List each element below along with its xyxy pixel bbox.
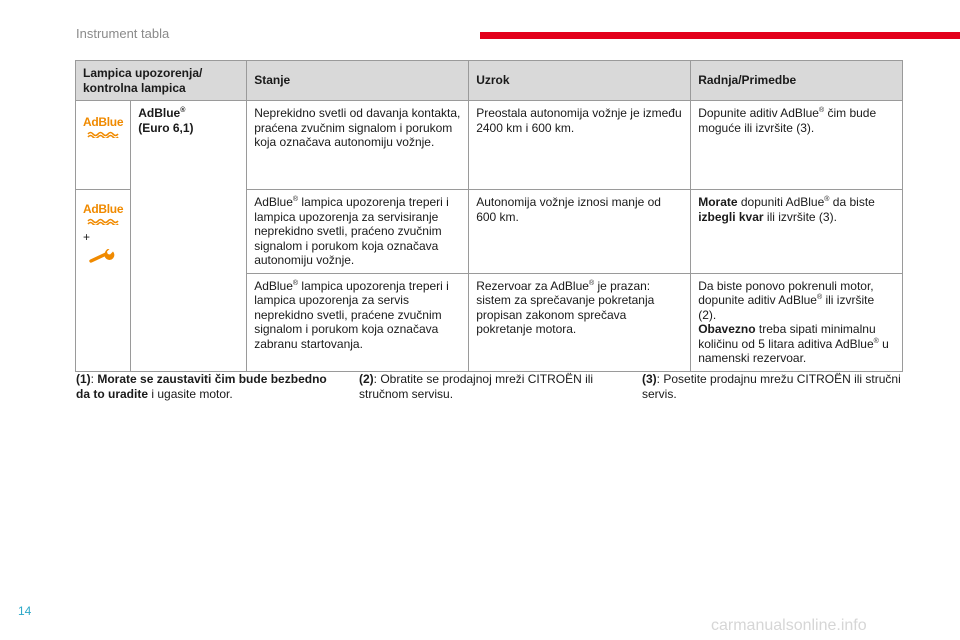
cell-stanje: AdBlue® lampica upozorenja treperi i lampica upozorenja za servisiranje neprekidno svetli, praćeno zvučnim signalom i porukom koja označava autonomiju vožnje.: [247, 190, 469, 274]
table-header-row: [76, 61, 903, 101]
lamp-name: AdBlue: [138, 106, 181, 120]
table-row: [76, 101, 903, 190]
adblue-lamp-icon: AdBlue: [83, 203, 123, 225]
cell-uzrok: Preostala autonomija vožnje je između 2400 km i 600 km.: [469, 101, 691, 190]
page-number: 14: [18, 604, 32, 618]
liquid-wave-icon: [87, 217, 119, 225]
cell-uzrok: Autonomija vožnje iznosi manje od 600 km.: [469, 190, 691, 274]
column-header-stanje: Stanje: [247, 61, 469, 101]
cell-radnja: Dopunite aditiv AdBlue® čim bude moguće ili izvršite (3).: [691, 101, 903, 190]
lamp-icon-cell: [76, 190, 131, 372]
lamp-name-cell: AdBlue® (Euro 6,1): [131, 101, 247, 372]
cell-radnja: Morate dopuniti AdBlue® da biste izbegli kvar ili izvršite (3).: [691, 190, 903, 274]
plus-sign: +: [83, 230, 91, 244]
lamp-subtitle: (Euro 6,1): [138, 120, 194, 135]
cell-uzrok: Rezervoar za AdBlue® je prazan: sistem za sprečavanje pokretanja propisan zakonom sprečava pokretanje motora.: [469, 273, 691, 371]
column-header-uzrok: Uzrok: [469, 61, 691, 101]
footnote-1: (1): Morate se zaustaviti čim bude bezbedno da to uradite i ugasite motor.: [76, 372, 327, 401]
lamp-icon-cell: [76, 101, 131, 190]
footnote-3: (3): Posetite prodajnu mrežu CITROËN ili stručni servis.: [642, 372, 901, 401]
warning-lamp-table: [75, 60, 903, 372]
column-header-lamp: Lampica upozorenja/ kontrolna lampica: [76, 61, 247, 101]
footnote-2: (2): Obratite se prodajnoj mreži CITROËN ili stručnom servisu.: [359, 372, 594, 401]
cell-radnja: Da biste ponovo pokrenuli motor, dopunite aditiv AdBlue® ili izvršite (2). Obavezno treba sipati minimalnu količinu od 5 litara aditiva AdBlue® u namenski rezervoar.: [691, 273, 903, 371]
liquid-wave-icon: [87, 130, 119, 138]
header-accent-bar: [480, 32, 960, 39]
column-header-radnja: Radnja/Primedbe: [691, 61, 903, 101]
section-title: Instrument tabla: [76, 26, 170, 41]
cell-stanje: Neprekidno svetli od davanja kontakta, praćena zvučnim signalom i porukom koja označava autonomiju vožnje.: [247, 101, 469, 190]
cell-stanje: AdBlue® lampica upozorenja treperi i lampica upozorenja za servis neprekidno svetli, praćene zvučnim signalom i porukom koja označava zabranu startovanja.: [247, 273, 469, 371]
wrench-icon: [88, 249, 118, 263]
adblue-lamp-icon: AdBlue: [83, 116, 123, 138]
watermark: carmanualsonline.info: [711, 617, 867, 634]
